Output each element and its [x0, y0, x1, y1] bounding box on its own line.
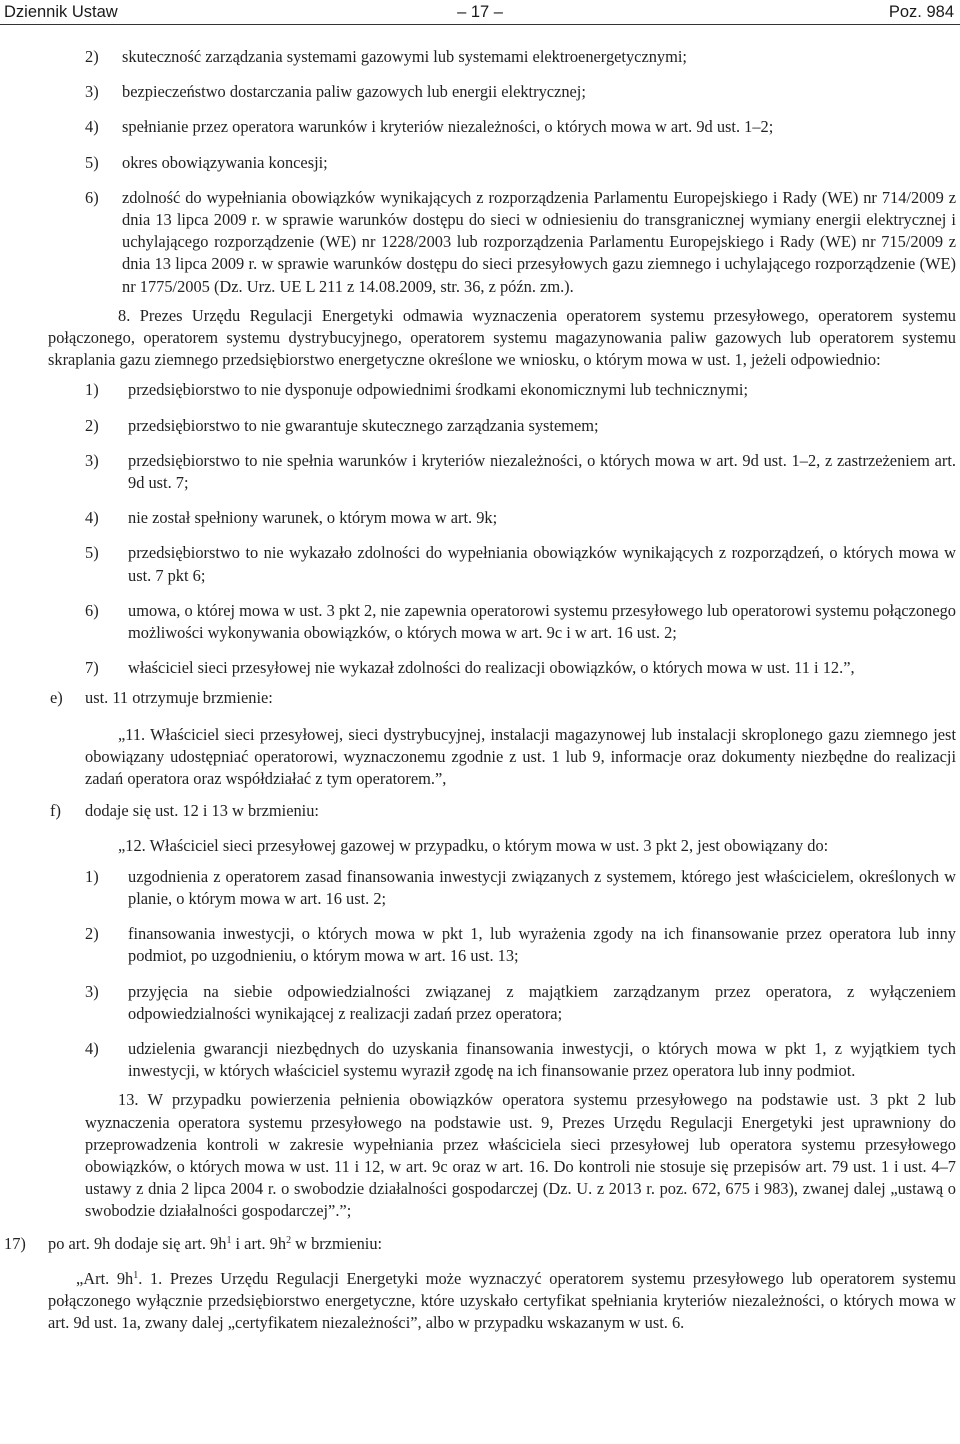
refusal-condition-number: 1) — [85, 380, 99, 400]
criteria-number: 5) — [85, 152, 99, 172]
owner-obligation-item — [0, 923, 960, 967]
criteria-text: okres obowiązywania koncesji; — [122, 152, 328, 172]
owner-obligation-number: 4) — [85, 1038, 99, 1058]
refusal-condition-item — [0, 657, 960, 679]
owner-obligation-number: 2) — [85, 924, 99, 944]
refusal-condition-number: 6) — [85, 600, 99, 620]
criteria-item — [0, 46, 960, 68]
criteria-number: 6) — [85, 187, 99, 207]
criteria-item — [0, 187, 960, 298]
item-f-number: f) — [50, 801, 61, 821]
article-9h1: „Art. $9h^1$. 1. Prezes Urzędu Regulacji Energetyki może wyznaczyć operatorem systemu przesyłowego lub operatorem systemu połączonego wyłącznie przedsiębiorstwo energetyczne, które uzyskało certyfikat spełniania kryteriów niezależności, o których mowa w art. 9d ust. 1a, zwany dalej „certyfikatem niezależności”, albo w przypadku wskazanym w ust. 6. — [48, 1268, 956, 1333]
criteria-number: 4) — [85, 117, 99, 137]
item-f — [0, 800, 960, 822]
refusal-condition-text: przedsiębiorstwo to nie spełnia warunków i kryteriów niezależności, o których mowa w art. 9d ust. 1–2, z zastrzeżeniem art. 9d ust. 7; — [128, 450, 956, 493]
refusal-condition-text: umowa, o której mowa w ust. 3 pkt 2, nie zapewnia operatorowi systemu przesyłowego lub operatorowi systemu połączonego możliwości wykonywania obowiązków, o których mowa w art. 9c i w art. 16 ust. 2; — [128, 600, 956, 643]
refusal-condition-number: 5) — [85, 543, 99, 563]
criteria-item — [0, 116, 960, 138]
criteria-number: 2) — [85, 47, 99, 66]
item-e-text: ust. 11 otrzymuje brzmienie: — [85, 688, 273, 708]
refusal-condition-item — [0, 379, 960, 401]
refusal-condition-number: 7) — [85, 658, 99, 678]
refusal-condition-text: właściciel sieci przesyłowej nie wykazał zdolności do realizacji obowiązków, o których mowa w ust. 11 i 12.”, — [128, 658, 855, 678]
owner-obligation-item — [0, 981, 960, 1025]
item-f-text: dodaje się ust. 12 i 13 w brzmieniu: — [85, 801, 319, 821]
owner-obligation-text: finansowania inwestycji, o których mowa w pkt 1, lub wyrażenia zgody na ich finansowanie przez operatora lub inny podmiot, po uzgodnieniu, o którym mowa w art. 16 ust. 13; — [128, 924, 956, 966]
journal-name: Dziennik Ustaw — [4, 2, 118, 21]
criteria-list — [0, 46, 960, 298]
refusal-condition-text: przedsiębiorstwo to nie dysponuje odpowiednimi środkami ekonomicznymi lub technicznymi; — [128, 380, 748, 400]
refusal-condition-text: przedsiębiorstwo to nie wykazało zdolności do wypełniania obowiązków wynikających z rozporządzeń, o których mowa w ust. 7 pkt 6; — [128, 543, 956, 585]
page-header — [0, 0, 960, 25]
refusal-condition-number: 4) — [85, 508, 99, 528]
criteria-text: spełnianie przez operatora warunków i kryteriów niezależności, o których mowa w art. 9d ust. 1–2; — [122, 117, 774, 137]
page-number: – 17 – — [457, 2, 503, 21]
refusal-condition-text: nie został spełniony warunek, o którym mowa w art. 9k; — [128, 508, 498, 528]
criteria-text: zdolność do wypełniania obowiązków wynikających z rozporządzenia Parlamentu Europejskiego i Rady (WE) nr 714/2009 z dnia 13 lipca 2009 r. w sprawie warunków dostępu do sieci w odniesieniu do transgranicznej wymiany energii elektrycznej i uchylającego rozporządzenie (WE) nr 1228/2003 lub rozporządzenia Parlamentu Europejskiego i Rady (WE) nr 715/2009 z dnia 13 lipca 2009 r. w sprawie warunków dostępu do sieci przesyłowych gazu ziemnego i uchylającego rozporządzenie (WE) nr 1775/2005 (Dz. Urz. UE L 211 z 14.08.2009, str. 36, z późn. zm.). — [122, 187, 956, 296]
position-number: Poz. 984 — [888, 2, 954, 21]
item-e — [0, 687, 960, 709]
item-e-number: e) — [50, 688, 63, 708]
owner-obligation-text: uzgodnienia z operatorem zasad finansowania inwestycji związanych z systemem, którego jest właścicielem, określonych w planie, o którym mowa w art. 16 ust. 2; — [128, 866, 956, 908]
item-17 — [0, 1233, 960, 1255]
paragraph-12: „12. Właściciel sieci przesyłowej gazowej w przypadku, o którym mowa w ust. 3 pkt 2, jest obowiązany do: — [118, 836, 829, 856]
criteria-text: skuteczność zarządzania systemami gazowymi lub systemami elektroenergetycznymi; — [122, 47, 687, 66]
owner-obligation-number: 1) — [85, 866, 99, 886]
refusal-conditions-list — [0, 379, 960, 679]
criteria-text: bezpieczeństwo dostarczania paliw gazowych lub energii elektrycznej; — [122, 82, 586, 102]
owner-obligation-text: udzielenia gwarancji niezbędnych do uzyskania finansowania inwestycji, o których mowa w pkt 1, z wyjątkiem tych inwestycji, w których właściciel systemu wyraził zgodę na ich finansowanie przez operatora lub inny podmiot. — [128, 1038, 956, 1081]
refusal-condition-text: przedsiębiorstwo to nie gwarantuje skutecznego zarządzania systemem; — [128, 415, 599, 435]
paragraph-13: 13. W przypadku powierzenia pełnienia obowiązków operatora systemu przesyłowego na podstawie ust. 3 pkt 2 lub wyznaczenia operatora systemu przesyłowego na podstawie ust. 9, Prezes Urzędu Regulacji Energetyki jest uprawniony do przeprowadzenia kontroli w zakresie wypełniania przez właściciela sieci przesyłowej lub operatora systemu przesyłowego obowiązków, o których mowa w ust. 11 i 12, w art. 9c oraz w art. 16. Do kontroli nie stosuje się przepisów art. 79 ust. 1 i ust. 4–7 ustawy z dnia 2 lipca 2004 r. o swobodzie działalności gospodarczej (Dz. U. z 2013 r. poz. 672, 675 i 983), zwanej dalej „ustawą o swobodzie działalności gospodarczej”.”; — [85, 1090, 956, 1221]
refusal-condition-item — [0, 600, 960, 644]
item-17-number: 17) — [4, 1233, 26, 1253]
refusal-condition-number: 2) — [85, 415, 99, 435]
document-body — [0, 28, 960, 1334]
owner-obligations-list — [0, 866, 960, 1083]
refusal-condition-item — [0, 415, 960, 437]
criteria-number: 3) — [85, 82, 99, 102]
owner-obligation-item — [0, 866, 960, 910]
paragraph-11: „11. Właściciel sieci przesyłowej, sieci dystrybucyjnej, instalacji magazynowej lub instalacji skroplonego gazu ziemnego jest obowiązany udostępniać operatorowi, wyznaczonemu zgodnie z ust. 1 lub 9, informacje oraz dokumenty niezbędne do realizacji zadań operatora oraz współdziałać z tym operatorem.”, — [85, 724, 956, 789]
owner-obligation-item — [0, 1038, 960, 1082]
refusal-condition-number: 3) — [85, 450, 99, 470]
item-17-text: po art. 9h dodaje się art. $9h^1$ i art. $9h^2$ w brzmieniu: — [48, 1233, 383, 1253]
refusal-condition-item — [0, 450, 960, 494]
owner-obligation-text: przyjęcia na siebie odpowiedzialności związanej z majątkiem zarządzanym przez operatora, z wyłączeniem odpowiedzialności wynikającej z realizacji zadań przez operatora; — [128, 981, 956, 1023]
owner-obligation-number: 3) — [85, 981, 99, 1001]
paragraph-8: 8. Prezes Urzędu Regulacji Energetyki odmawia wyznaczenia operatorem systemu przesyłowego, operatorem systemu połączonego, operatorem systemu dystrybucyjnego, operatorem systemu magazynowania paliw gazowych lub operatorem systemu skraplania gazu ziemnego przedsiębiorstwo energetyczne określone we wniosku, o którym mowa w ust. 1, jeżeli odpowiednio: — [48, 305, 956, 370]
criteria-item — [0, 81, 960, 103]
criteria-item — [0, 152, 960, 174]
refusal-condition-item — [0, 507, 960, 529]
refusal-condition-item — [0, 542, 960, 586]
